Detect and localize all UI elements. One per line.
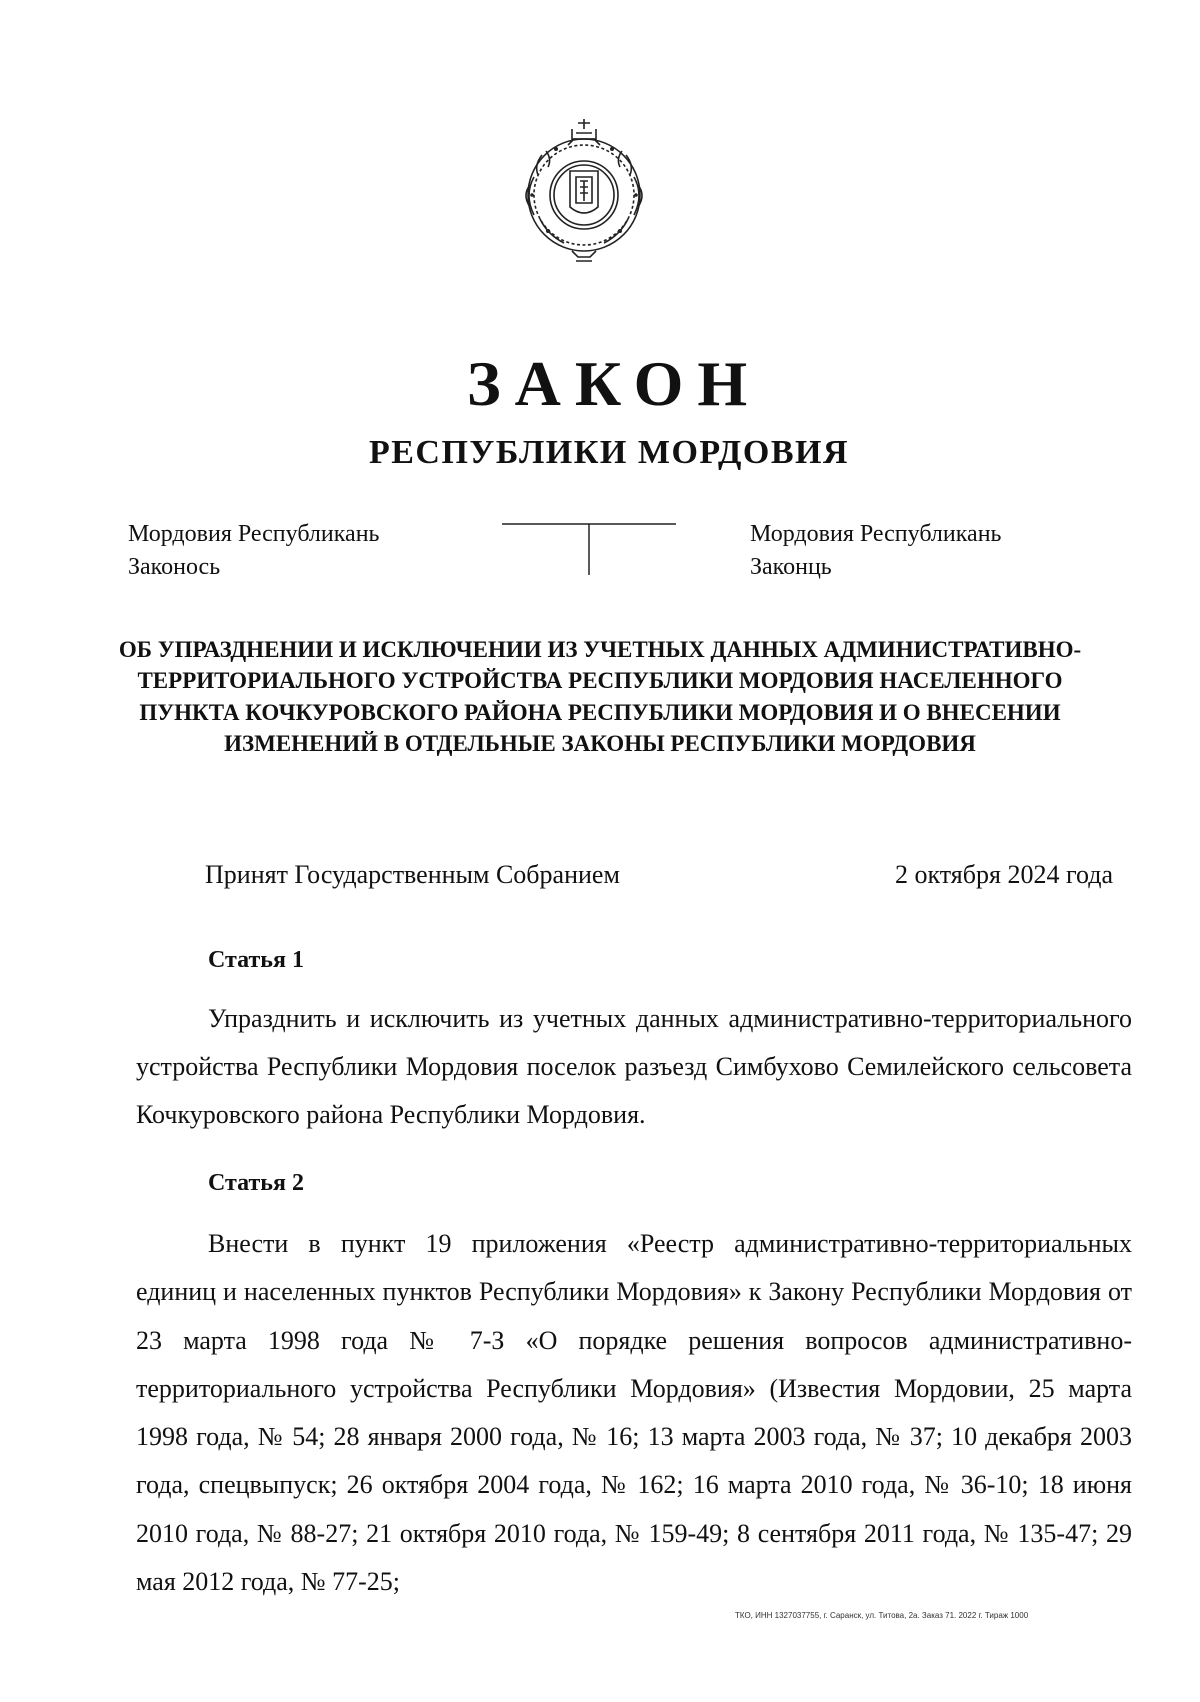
law-title: ОБ УПРАЗДНЕНИИ И ИСКЛЮЧЕНИИ ИЗ УЧЕТНЫХ ДАННЫХ АДМИНИСТРАТИВНО-ТЕРРИТОРИАЛЬНОГО УСТРОЙСТВА РЕСПУБЛИКИ МОРДОВИЯ НАСЕЛЕННОГО ПУНКТА КОЧКУРОВСКОГО РАЙОНА РЕСПУБЛИКИ МОРДОВИЯ И О ВНЕСЕНИИ ИЗМЕНЕНИЙ В ОТДЕЛЬНЫЕ ЗАКОНЫ РЕСПУБЛИКИ МОРДОВИЯ [118,637,1082,756]
article-1-text: Упразднить и исключить из учетных данных административно-территориального устройства Республики Мордовия поселок разъезд Симбухово Семилейского сельсовета Кочкуровского района Республики Мордовия. [136,1004,1132,1129]
moksha-heading [128,518,379,584]
adoption-label: Принят Государственным Собранием [205,860,620,889]
document-title: ЗАКОН [466,348,762,419]
article-2-title: Статья 2 [208,1170,304,1196]
print-imprint: ТКО, ИНН 1327037755, г. Саранск, ул. Титова, 2а. Заказ 71. 2022 г. Тираж 1000 [735,1611,1029,1620]
article-2-text: Внести в пункт 19 приложения «Реестр административно-территориальных единиц и населенных пунктов Республики Мордовия» к Закону Республики Мордовия от 23 марта 1998 года № 7-З «О порядке решения вопросов административно-территориального устройства Республики Мордовия» (Известия Мордовии, 25 марта 1998 года, № 54; 28 января 2000 года, № 16; 13 марта 2003 года, № 37; 10 декабря 2003 года, спецвыпуск; 26 октября 2004 года, № 162; 16 марта 2010 года, № 36-10; 18 июня 2010 года, № 88-27; 21 октября 2010 года, № 159-49; 8 сентября 2011 года, № 135-47; 29 мая 2012 года, № 77-25; [136,1229,1132,1597]
moksha-line-2: Законось [128,554,221,580]
adoption-date: 2 октября 2024 года [895,860,1113,889]
coat-of-arms-icon [512,115,656,267]
erzya-line-2: Законць [750,554,832,580]
erzya-line-1: Мордовия Республикань [750,521,1002,547]
document-subtitle: РЕСПУБЛИКИ МОРДОВИЯ [368,434,850,471]
moksha-line-1: Мордовия Республикань [128,521,380,547]
erzya-heading [750,518,1001,584]
article-1-title: Статья 1 [208,947,304,973]
heading-divider [502,523,676,575]
